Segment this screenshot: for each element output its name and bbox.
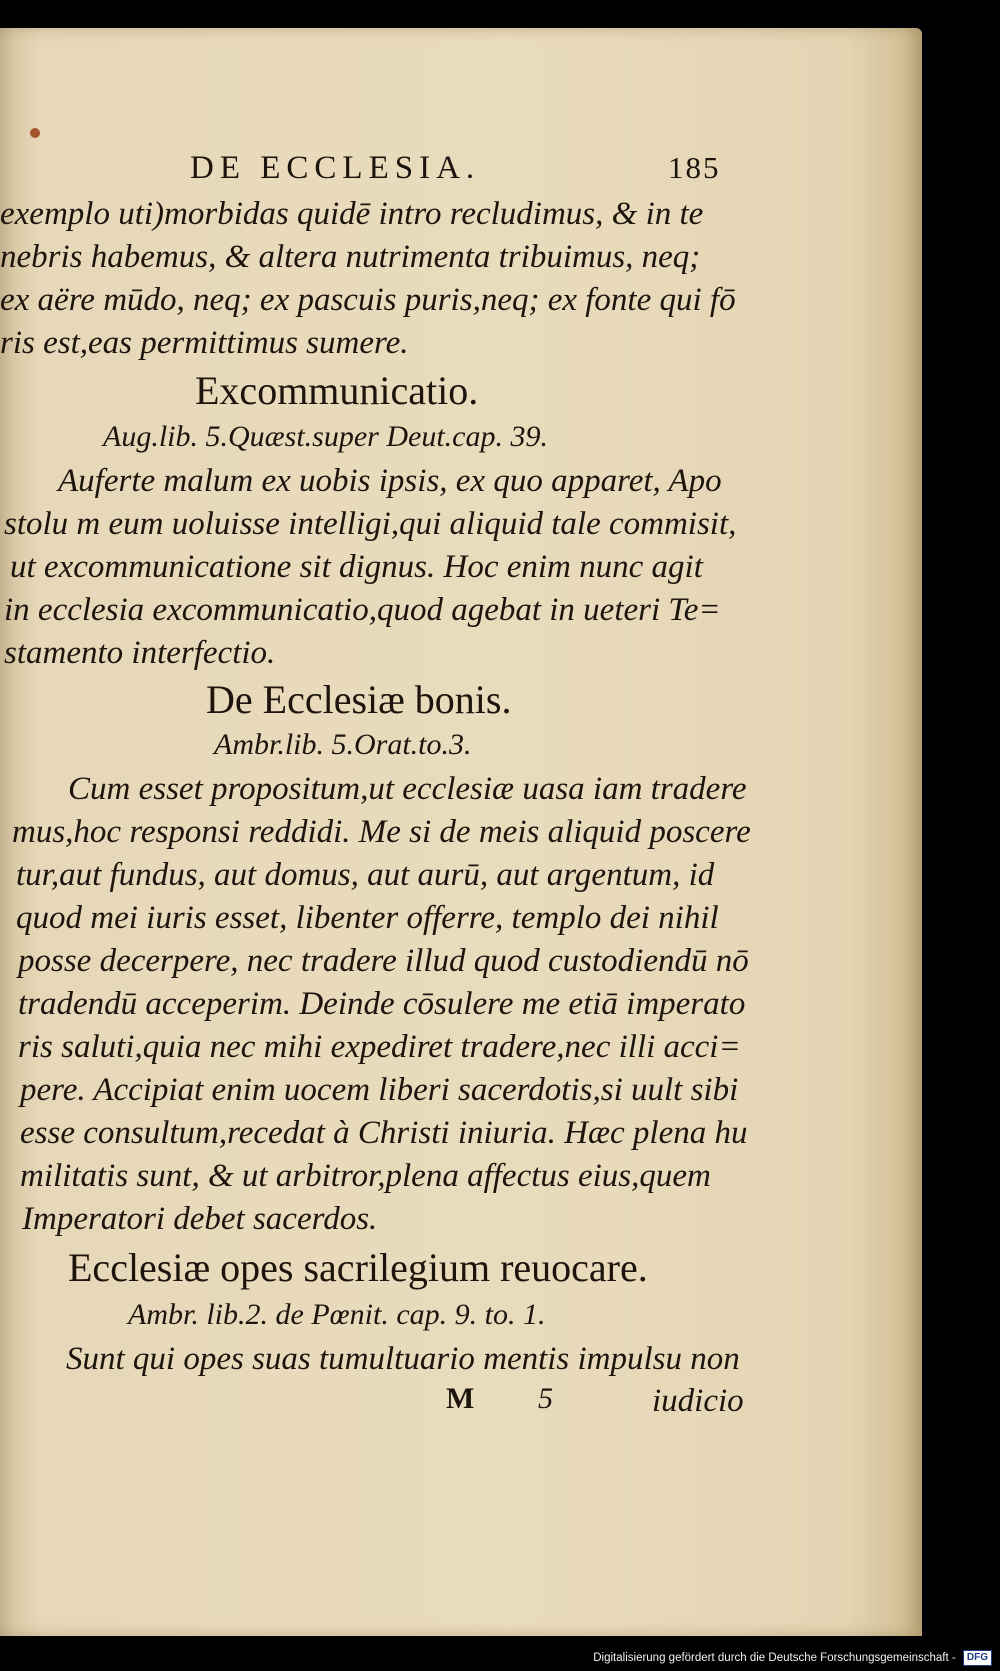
body-line: in ecclesia excommunicatio,quod agebat in ueteri Te= bbox=[4, 592, 721, 628]
page-number: 185 bbox=[668, 150, 721, 185]
body-line: quod mei iuris esset, libenter offerre, templo dei nihil bbox=[16, 900, 719, 936]
ink-spot bbox=[30, 128, 40, 138]
section-citation: Ambr.lib. 5.Orat.to.3. bbox=[214, 728, 472, 761]
scanner-credit bbox=[593, 1647, 992, 1669]
body-line: esse consultum,recedat à Christi iniuria. Hæc plena hu bbox=[20, 1115, 748, 1151]
body-line: ut excommunicatione sit dignus. Hoc enim nunc agit bbox=[10, 549, 703, 585]
body-line: Imperatori debet sacerdos. bbox=[22, 1201, 378, 1237]
scanner-credit-text: Digitalisierung gefördert durch die Deutsche Forschungsgemeinschaft - bbox=[593, 1652, 956, 1664]
section-citation: Ambr. lib.2. de Pœnit. cap. 9. to. 1. bbox=[128, 1298, 546, 1331]
body-line: pere. Accipiat enim uocem liberi sacerdotis,si uult sibi bbox=[20, 1072, 739, 1108]
body-line: militatis sunt, & ut arbitror,plena affectus eius,quem bbox=[20, 1158, 711, 1194]
book-page bbox=[0, 28, 922, 1636]
body-line: exemplo uti)morbidas quidē intro recludimus, & in te bbox=[0, 196, 704, 232]
body-line: Cum esset propositum,ut ecclesiæ uasa iam tradere bbox=[68, 771, 747, 807]
body-line: stamento interfectio. bbox=[4, 635, 276, 671]
body-line: mus,hoc responsi reddidi. Me si de meis aliquid poscere bbox=[12, 814, 751, 850]
section-heading: Ecclesiæ opes sacrilegium reuocare. bbox=[68, 1245, 648, 1290]
signature-number: 5 bbox=[538, 1382, 553, 1415]
body-line: ris saluti,quia nec mihi expediret tradere,nec illi acci= bbox=[18, 1029, 741, 1065]
signature-mark: M bbox=[446, 1382, 475, 1415]
running-head: DE ECCLESIA. bbox=[190, 150, 481, 186]
dfg-logo-icon: DFG bbox=[963, 1650, 992, 1666]
body-line: tur,aut fundus, aut domus, aut aurū, aut argentum, id bbox=[16, 857, 715, 893]
catchword: iudicio bbox=[652, 1383, 744, 1419]
body-line: Sunt qui opes suas tumultuario mentis impulsu non bbox=[66, 1341, 740, 1377]
section-heading: De Ecclesiæ bonis. bbox=[206, 677, 512, 722]
body-line: ex aëre mūdo, neq; ex pascuis puris,neq; ex fonte qui fō bbox=[0, 282, 736, 318]
body-line: nebris habemus, & altera nutrimenta tribuimus, neq; bbox=[0, 239, 701, 275]
body-line: ris est,eas permittimus sumere. bbox=[0, 325, 409, 361]
body-line: stolu m eum uoluisse intelligi,qui aliquid tale commisit, bbox=[4, 506, 737, 542]
section-citation: Aug.lib. 5.Quæst.super Deut.cap. 39. bbox=[103, 420, 548, 453]
body-line: posse decerpere, nec tradere illud quod custodiendū nō bbox=[18, 943, 749, 979]
section-heading: Excommunicatio. bbox=[195, 368, 479, 413]
body-line: tradendū acceperim. Deinde cōsulere me etiā imperato bbox=[18, 986, 746, 1022]
body-line: Auferte malum ex uobis ipsis, ex quo apparet, Apo bbox=[58, 463, 722, 499]
